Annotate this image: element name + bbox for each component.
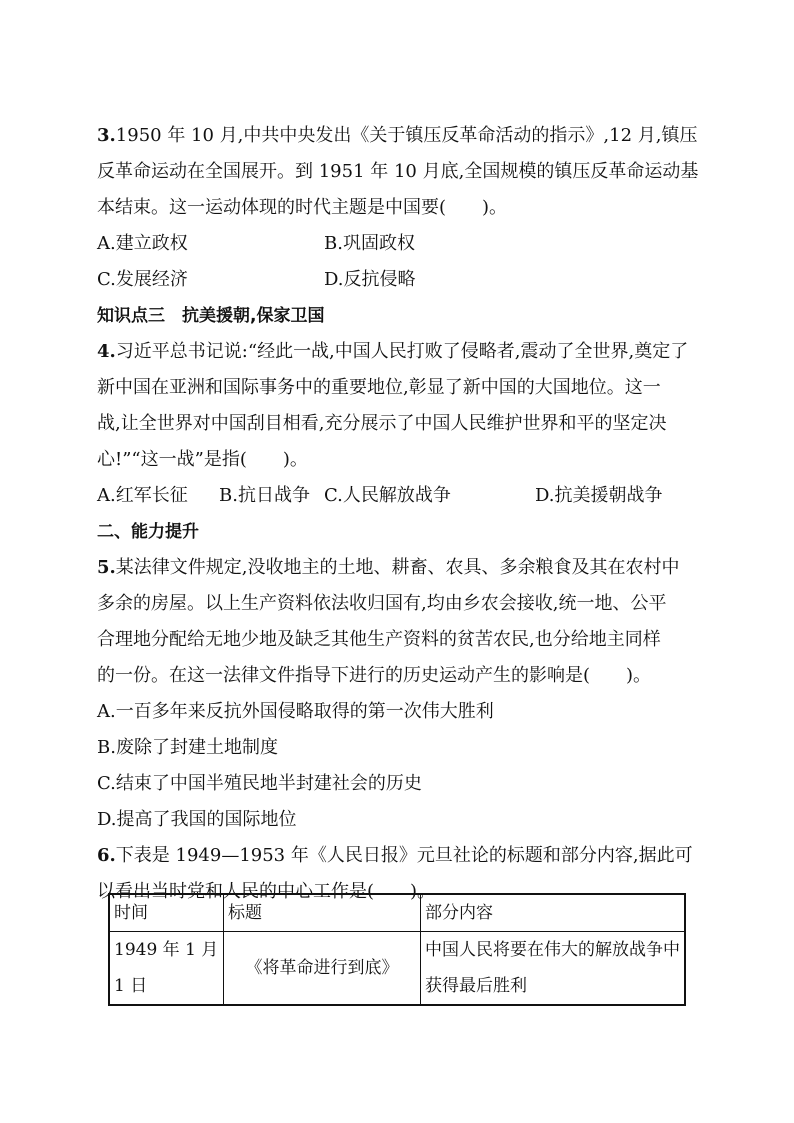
q3-option-d[interactable]: D.反抗侵略 <box>324 269 416 290</box>
q4-line-3: 战,让全世界对中国刮目相看,充分展示了中国人民维护世界和平的坚定决 <box>97 413 667 434</box>
q4-number: 4. <box>97 341 116 362</box>
q3-option-a[interactable]: A.建立政权 <box>97 233 188 254</box>
q3-option-c[interactable]: C.发展经济 <box>97 269 188 290</box>
editorial-table <box>108 893 686 1006</box>
table-header-title: 标题 <box>224 894 421 932</box>
q4-option-c[interactable]: C.人民解放战争 <box>324 485 451 506</box>
q4-option-b[interactable]: B.抗日战争 <box>219 485 310 506</box>
exam-page <box>97 118 701 910</box>
q5-option-b[interactable]: B.废除了封建土地制度 <box>97 737 278 758</box>
q3-option-b[interactable]: B.巩固政权 <box>324 233 415 254</box>
q5-line-4: 的一份。在这一法律文件指导下进行的历史运动产生的影响是( )。 <box>97 665 652 686</box>
q5-line-2: 多余的房屋。以上生产资料依法收归国有,均由乡农会接收,统一地、公平 <box>97 593 667 614</box>
q6-number: 6. <box>97 845 116 866</box>
table-header-time: 时间 <box>109 894 224 932</box>
q4-option-d[interactable]: D.抗美援朝战争 <box>535 485 663 506</box>
table-header-row <box>109 894 685 932</box>
q4-line-2: 新中国在亚洲和国际事务中的重要地位,彰显了新中国的大国地位。这一 <box>97 377 661 398</box>
q4-line-1: 4.习近平总书记说:“经此一战,中国人民打败了侵略者,震动了全世界,奠定了 <box>97 341 689 362</box>
table-cell-time: 1949 年 1 月 1 日 <box>109 932 224 1006</box>
q5-line-3: 合理地分配给无地少地及缺乏其他生产资料的贫苦农民,也分给地主同样 <box>97 629 661 650</box>
table-row <box>109 932 685 1006</box>
q5-option-a[interactable]: A.一百多年来反抗外国侵略取得的第一次伟大胜利 <box>97 701 494 722</box>
q4-option-a[interactable]: A.红军长征 <box>97 485 188 506</box>
q3-line-2: 反革命运动在全国展开。到 1951 年 10 月底,全国规模的镇压反革命运动基 <box>97 161 699 182</box>
q6-line-2: 以看出当时党和人民的中心工作是( )。 <box>97 881 436 902</box>
q5-number: 5. <box>97 557 116 578</box>
q3-options-row-1 <box>97 226 701 262</box>
q3-number: 3. <box>97 125 116 146</box>
table-header-content: 部分内容 <box>421 894 686 932</box>
q5-line-1: 5.某法律文件规定,没收地主的土地、耕畜、农具、多余粮食及其在农村中 <box>97 557 680 578</box>
q4-line-4: 心!”“这一战”是指( )。 <box>97 449 308 470</box>
section-heading-knowledge-3: 知识点三 抗美援朝,保家卫国 <box>97 306 325 326</box>
table-cell-content: 中国人民将要在伟大的解放战争中获得最后胜利 <box>421 932 686 1006</box>
section-heading-ability: 二、能力提升 <box>97 522 199 542</box>
q3-line-1: 3.1950 年 10 月,中共中央发出《关于镇压反革命活动的指示》,12 月,镇压 <box>97 125 698 146</box>
q3-line-3: 本结束。这一运动体现的时代主题是中国要( )。 <box>97 197 508 218</box>
q6-line-1: 6.下表是 1949—1953 年《人民日报》元旦社论的标题和部分内容,据此可 <box>97 845 693 866</box>
q5-option-c[interactable]: C.结束了中国半殖民地半封建社会的历史 <box>97 773 422 794</box>
q4-options-row <box>97 478 701 514</box>
q3-options-row-2 <box>97 262 701 298</box>
table-cell-title: 《将革命进行到底》 <box>224 932 421 1006</box>
q5-option-d[interactable]: D.提高了我国的国际地位 <box>97 809 297 830</box>
